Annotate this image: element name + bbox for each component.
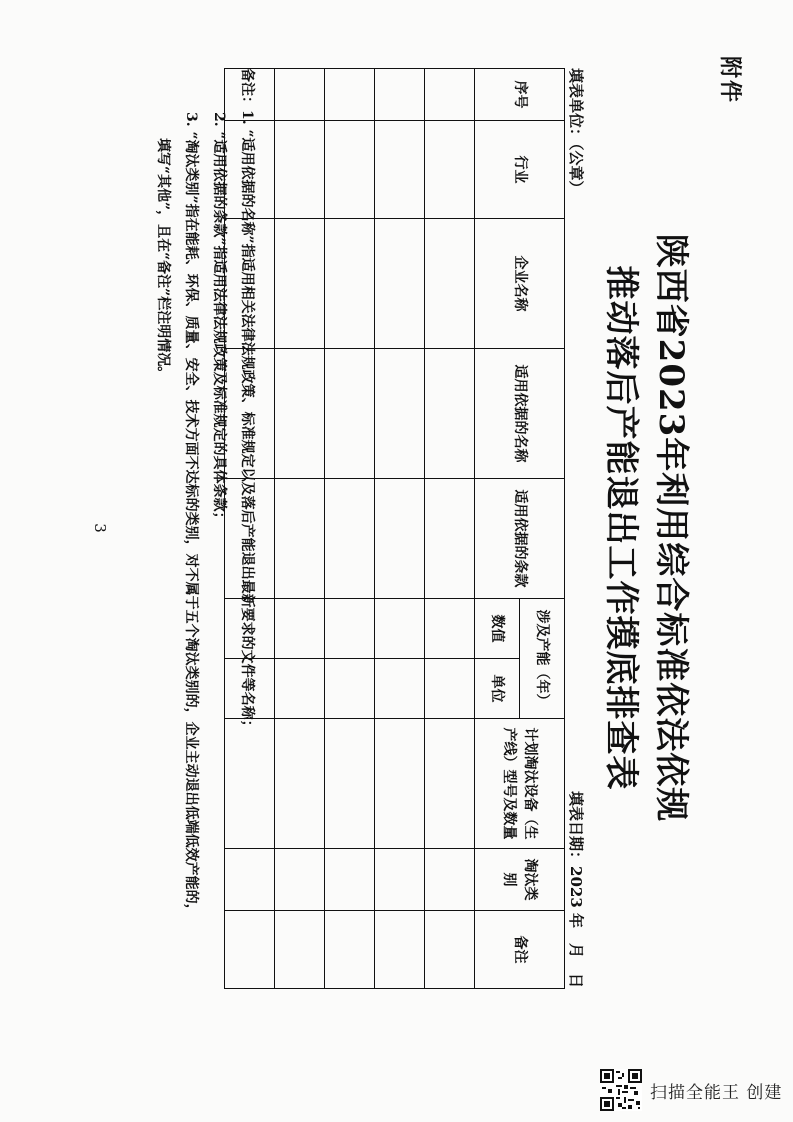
- header-capacity: 涉及产能（年）: [519, 599, 564, 719]
- title-line-1: 陕西省2023年利用综合标准依法依规: [650, 233, 691, 823]
- fill-unit: 填表单位：（公章）: [566, 68, 585, 196]
- qr-code-icon: [600, 1069, 642, 1111]
- scanner-badge: [600, 1068, 782, 1112]
- header-basis-clause: 适用依据的条款: [474, 479, 564, 599]
- table-row: [274, 69, 324, 989]
- table-row: [324, 69, 374, 989]
- note-line: 备注：1. “适用依据的名称”指适用相关法律法规政策、标准规定以及落后产能退出最新要求的文件等名称；: [238, 68, 255, 734]
- note-line: 3. “淘汰类别”指在能耗、环保、质量、安全、技术方面不达标的类别，对不属于五个淘汰类别的，企业主动退出低端低效产能的，: [182, 112, 199, 918]
- header-industry: 行业: [474, 121, 564, 219]
- header-remarks: 备注: [474, 911, 564, 989]
- header-category: 淘汰类别: [474, 849, 564, 911]
- fill-date: 填表日期：2023 年 月 日: [566, 791, 585, 988]
- note-line: 填写“其他”，且在“备注”栏注明情况。: [154, 138, 171, 381]
- header-company: 企业名称: [474, 219, 564, 349]
- attachment-label: 附件: [716, 56, 743, 105]
- landscape-document: [37, 28, 757, 1028]
- header-capacity-unit: 单位: [474, 659, 519, 719]
- table-row: [424, 69, 474, 989]
- note-line: 2. “适用依据的条款”指适用法律法规政策及标准规定的具体条款；: [210, 112, 227, 526]
- title-line-2: 推动落后产能退出工作摸底排查表: [600, 265, 641, 791]
- survey-table: [224, 68, 565, 989]
- scanner-brand-label: 扫描全能王 创建: [650, 1082, 783, 1103]
- page-number: 3: [90, 523, 109, 533]
- table-row: [374, 69, 424, 989]
- notes: [149, 68, 261, 988]
- header-equipment: 计划淘汰设备（生产线）型号及数量: [474, 719, 564, 849]
- header-seq: 序号: [474, 69, 564, 121]
- header-basis-name: 适用依据的名称: [474, 349, 564, 479]
- header-capacity-value: 数值: [474, 599, 519, 659]
